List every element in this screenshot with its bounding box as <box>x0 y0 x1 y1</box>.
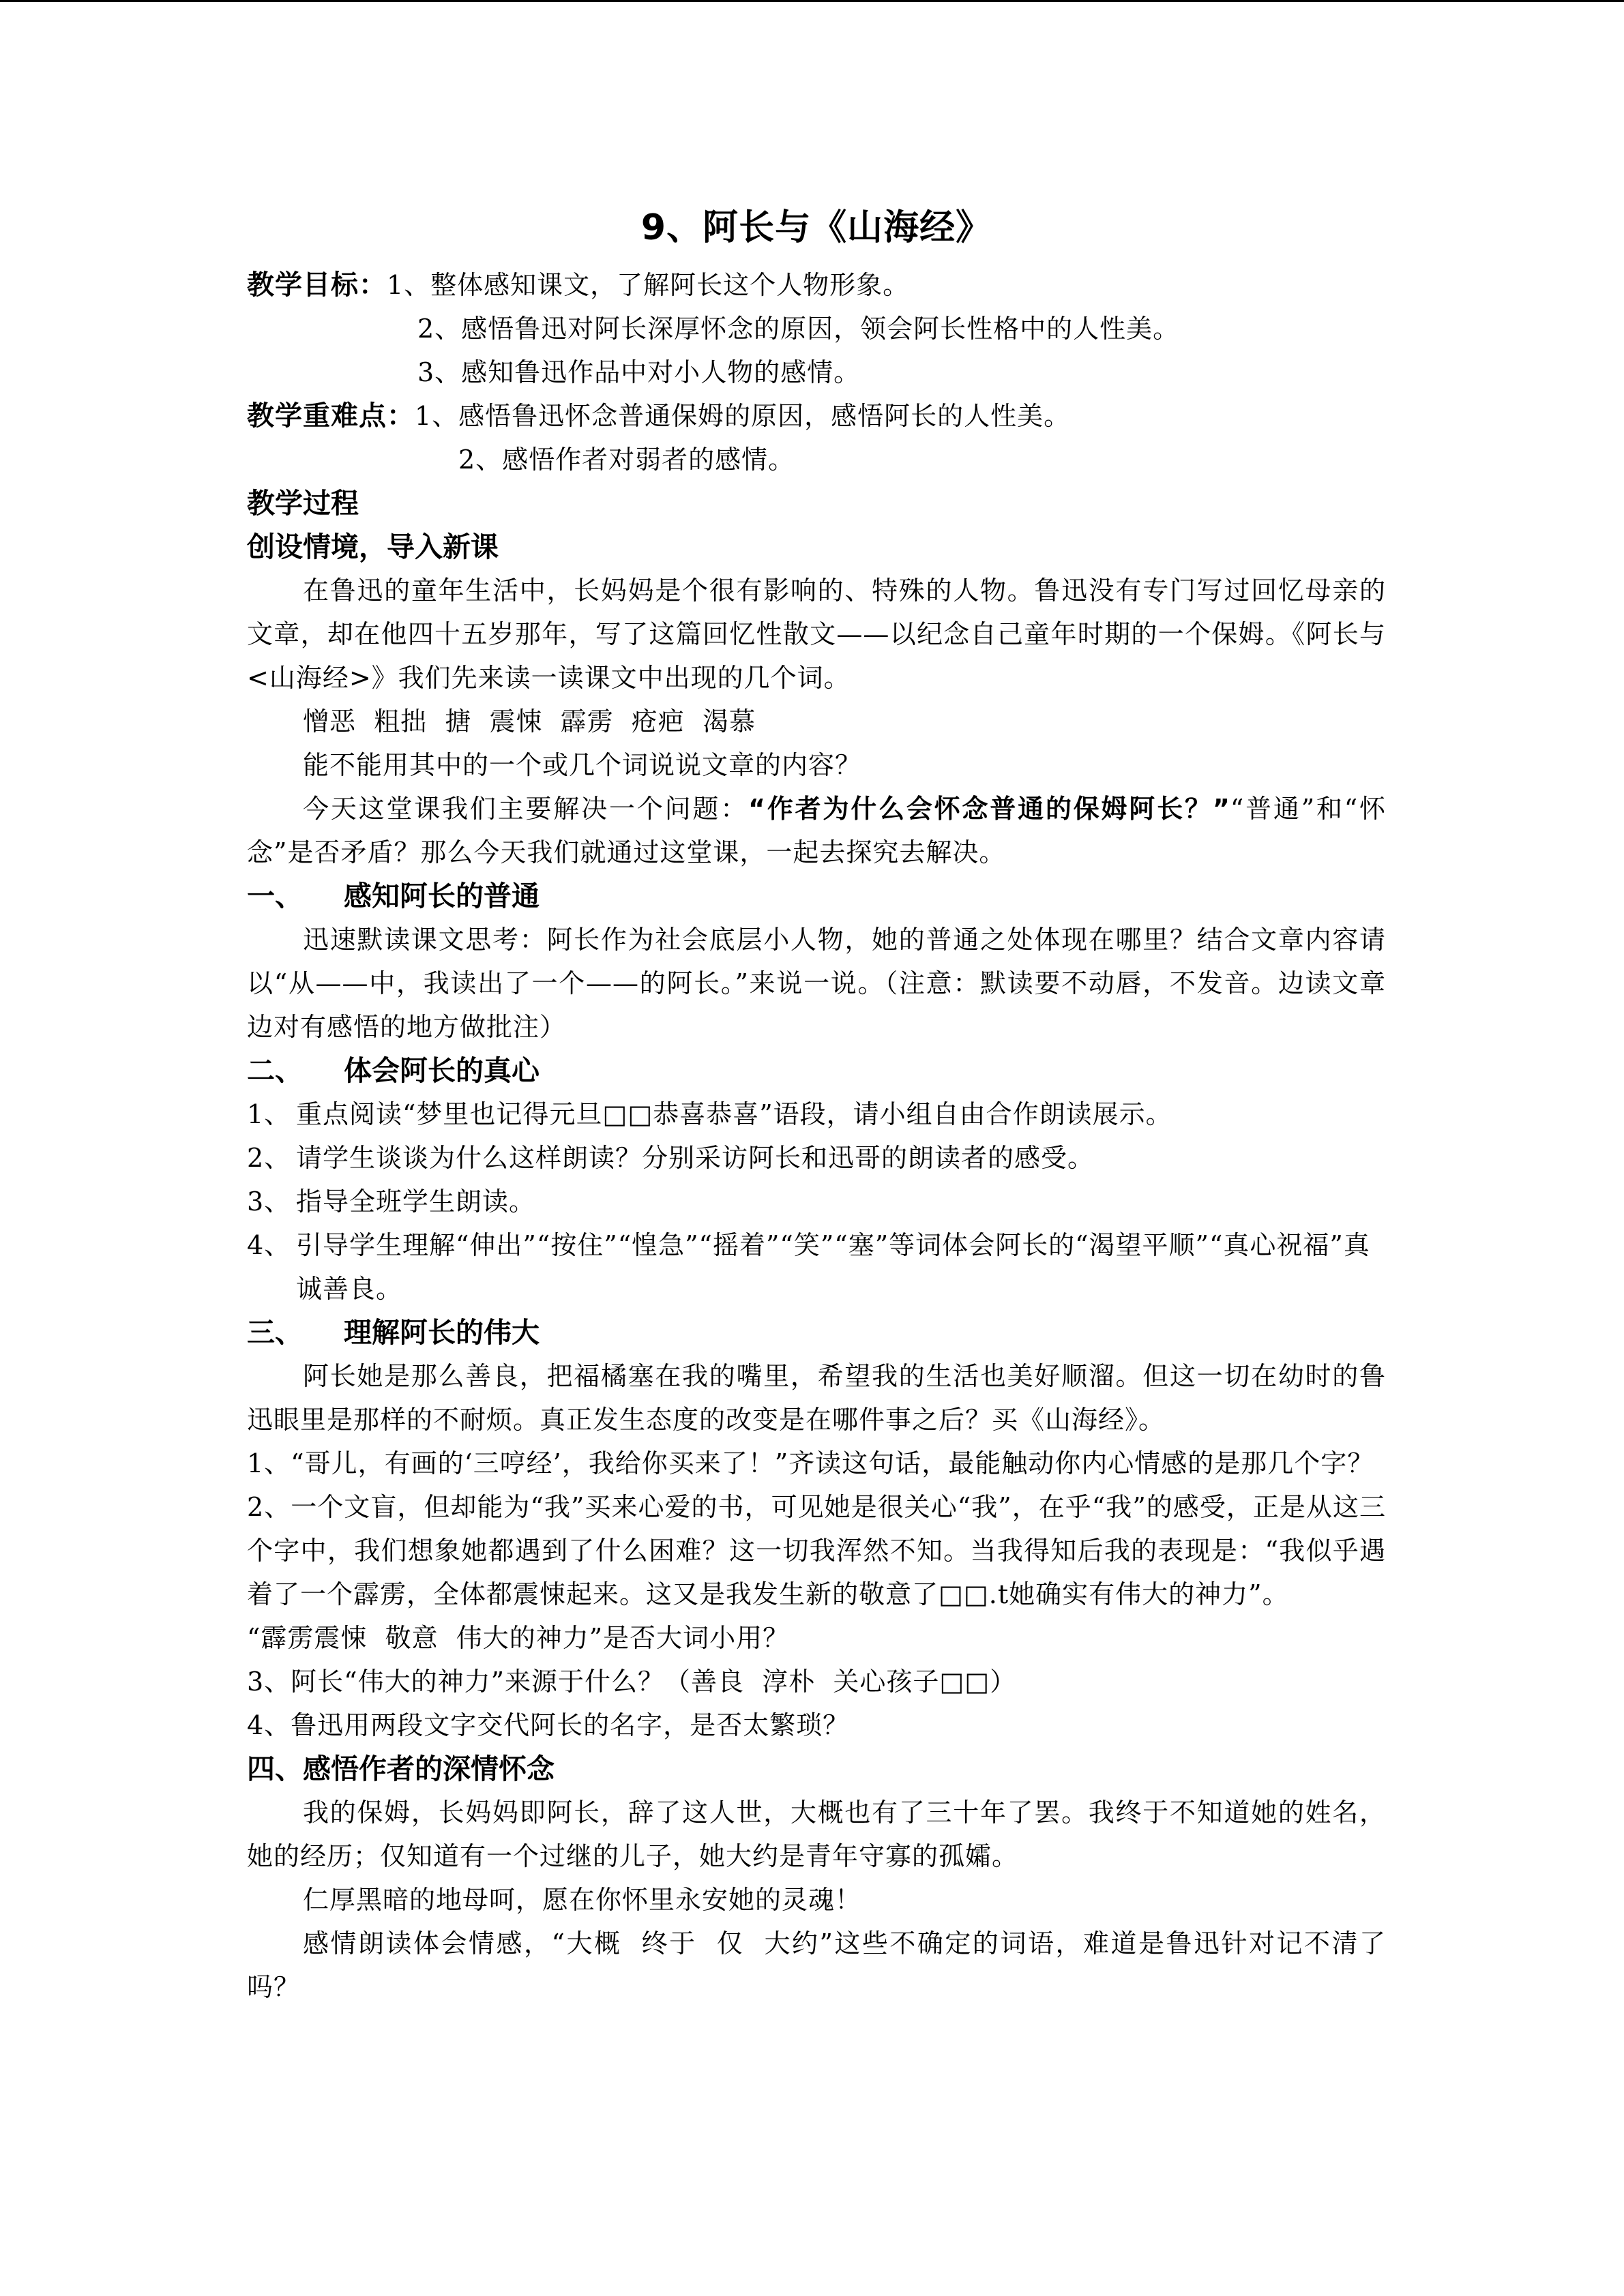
section-4-heading: 四、感悟作者的深情怀念 <box>247 1753 555 1785</box>
section-3-title: 理解阿长的伟大 <box>344 1316 540 1349</box>
section-1-title: 感知阿长的普通 <box>344 880 540 912</box>
key-point-item-1: 1、感悟鲁迅怀念普通保姆的原因，感悟阿长的人性美。 <box>415 401 1071 431</box>
key-points-label: 教学重难点： <box>247 400 415 432</box>
section-3-question-4: 4、鲁迅用两段文字交代阿长的名字，是否太繁琐？ <box>247 1710 850 1740</box>
intro-p3-after: “普通”和“怀念”是否矛盾？那么今天我们就通过这堂课，一起去探究去解决。 <box>247 794 1386 867</box>
section-2-title: 体会阿长的真心 <box>344 1054 540 1087</box>
intro-paragraph-1: 在鲁迅的童年生活中，长妈妈是个很有影响的、特殊的人物。鲁迅没有专门写过回忆母亲的文章，却在他四十五岁那年，写了这篇回忆性散文——以纪念自己童年时期的一个保姆。《阿长与<山海经>》我们先来读一读课文中出现的几个词。 <box>247 576 1386 693</box>
list-item-text: 引导学生理解“伸出”“按住”“惶急”“摇着”“笑”“塞”等词体会阿长的“渴望平顺”“真心祝福”真诚善良。 <box>296 1230 1370 1304</box>
key-points-line-1 <box>247 394 1386 438</box>
section-2-heading <box>247 1049 1386 1092</box>
goals-line-1 <box>247 263 1386 307</box>
vocab-words: 憎恶 粗拙 搪 震悚 霹雳 疮疤 渴慕 <box>303 706 756 736</box>
section-3-question-1: 1、“哥儿，有画的‘三哼经’，我给你买来了！”齐读这句话，最能触动你内心情感的是那几个字？ <box>247 1448 1374 1478</box>
goals-label: 教学目标： <box>247 269 387 301</box>
intro-heading: 创设情境，导入新课 <box>247 531 499 563</box>
section-2-number: 二、 <box>247 1054 303 1087</box>
page-title: 9、阿长与《山海经》 <box>640 207 992 248</box>
list-item <box>247 1180 1386 1223</box>
intro-p3-before: 今天这堂课我们主要解决一个问题： <box>303 794 749 824</box>
section-4-paragraph-2: 仁厚黑暗的地母呵，愿在你怀里永安她的灵魂！ <box>303 1885 862 1915</box>
section-4-paragraph-1: 我的保姆，长妈妈即阿长，辞了这人世，大概也有了三十年了罢。我终于不知道她的姓名，她的经历；仅知道有一个过继的儿子，她大约是青年守寡的孤孀。 <box>247 1798 1386 1871</box>
section-1-heading <box>247 874 1386 918</box>
key-question: “作者为什么会怀念普通的保姆阿长？” <box>748 794 1230 824</box>
section-3-heading <box>247 1311 1386 1354</box>
list-item-text: 指导全班学生朗读。 <box>296 1187 536 1217</box>
section-3-number: 三、 <box>247 1316 303 1349</box>
section-3-paragraph: 阿长她是那么善良，把福橘塞在我的嘴里，希望我的生活也美好顺溜。但这一切在幼时的鲁迅眼里是那样的不耐烦。真正发生态度的改变是在哪件事之后？买《山海经》。 <box>247 1361 1386 1435</box>
list-item <box>247 1223 1386 1311</box>
goal-item-2: 2、感悟鲁迅对阿长深厚怀念的原因，领会阿长性格中的人性美。 <box>417 314 1180 344</box>
list-item-number: 4、 <box>247 1230 291 1260</box>
top-border-line <box>0 0 1624 2</box>
section-4-paragraph-3: 感情朗读体会情感，“大概 终于 仅 大约”这些不确定的词语，难道是鲁迅针对记不清了吗？ <box>247 1928 1386 2002</box>
list-item <box>247 1136 1386 1180</box>
list-item <box>247 1092 1386 1136</box>
list-item-number: 2、 <box>247 1143 291 1173</box>
intro-paragraph-3 <box>247 787 1386 874</box>
list-item-number: 3、 <box>247 1187 291 1217</box>
process-heading: 教学过程 <box>247 487 359 520</box>
goal-item-1: 1、整体感知课文，了解阿长这个人物形象。 <box>387 270 910 300</box>
list-item-text: 重点阅读“梦里也记得元旦□□恭喜恭喜”语段，请小组自由合作朗读展示。 <box>296 1099 1172 1129</box>
section-3-question-2: 2、一个文盲，但却能为“我”买来心爱的书，可见她是很关心“我”，在乎“我”的感受，正是从这三个字中，我们想象她都遇到了什么困难？这一切我浑然不知。当我得知后我的表现是：“我似乎遇着了一个霹雳，全体都震悚起来。这又是我发生新的敬意了□□.t她确实有伟大的神力”。 <box>247 1492 1386 1609</box>
key-point-item-2: 2、感悟作者对弱者的感情。 <box>458 445 795 475</box>
list-item-text: 请学生谈谈为什么这样朗读？分别采访阿长和迅哥的朗读者的感受。 <box>296 1143 1095 1173</box>
intro-paragraph-2: 能不能用其中的一个或几个词说说文章的内容？ <box>303 750 862 780</box>
list-item-number: 1、 <box>247 1099 291 1129</box>
document-page <box>247 205 1386 2009</box>
section-3-question-2b: “霹雳震悚 敬意 伟大的神力”是否大词小用？ <box>247 1623 790 1653</box>
section-1-paragraph: 迅速默读课文思考：阿长作为社会底层小人物，她的普通之处体现在哪里？结合文章内容请以“从——中，我读出了一个——的阿长。”来说一说。（注意：默读要不动唇，不发音。边读文章边对有感悟的地方做批注） <box>247 925 1386 1042</box>
section-3-question-3: 3、阿长“伟大的神力”来源于什么？（善良 淳朴 关心孩子□□） <box>247 1667 1017 1697</box>
section-1-number: 一、 <box>247 880 303 912</box>
goal-item-3: 3、感知鲁迅作品中对小人物的感情。 <box>417 357 861 387</box>
